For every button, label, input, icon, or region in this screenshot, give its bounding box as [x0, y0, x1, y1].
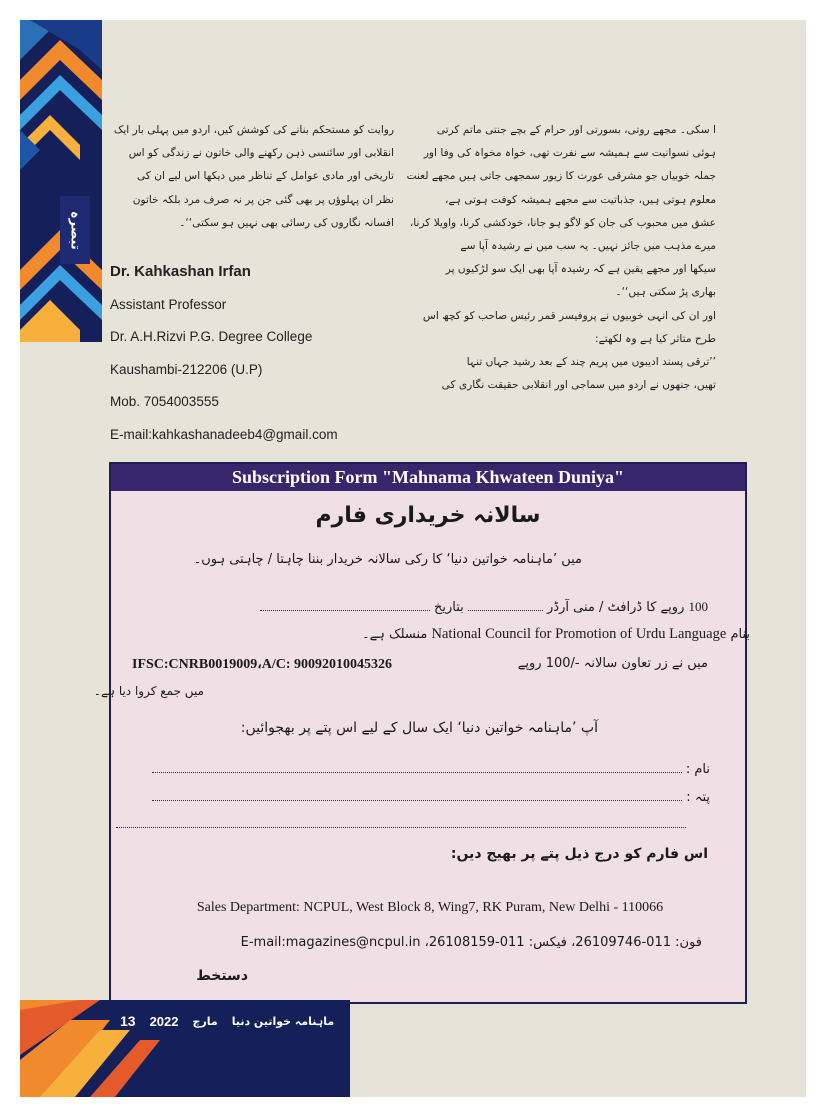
contact-line: فون: 011-26109746، فیکس: 011-26108159، E-mail:magazines@ncpul.in [240, 935, 702, 950]
article-line: تھیں، جنھوں نے اردو میں سماجی اور انقلابی حقیقت نگاری کی [441, 379, 716, 392]
author-college: Dr. A.H.Rizvi P.G. Degree College [110, 329, 313, 344]
address-label: پتہ [694, 790, 710, 805]
article-line: انقلابی اور سائنسی ذہن رکھنے والی خاتون نے زندگی کو اس [128, 147, 394, 160]
draft-text: روپے کا ڈرافٹ / منی آرڈر [547, 600, 685, 615]
form-draft-row [260, 598, 708, 615]
footer-magazine: ماہنامہ خواتین دنیا [231, 1014, 335, 1028]
article-line: معلوم ہوتی ہیں، جذباتیت سے مجھے ہمیشہ کوفت ہوتی ہے، [445, 193, 716, 206]
name-field[interactable] [152, 760, 682, 773]
address-row-2 [116, 815, 686, 832]
article-line: نظر ان پہلوؤں پر بھی گئی جن پر نہ صرف مرد بلکہ خاتون [132, 193, 394, 206]
footer-month: مارچ [192, 1014, 218, 1028]
article-line: ا سکی۔ مجھے روتی، بسورتی اور حرام کے بچے جنتی ماتم کرتی [436, 124, 716, 136]
form-intro: میں ’ماہنامہ خواتین دنیا‘ کا رکی سالانہ خریدار بننا چاہتا / چاہتی ہوں۔ [193, 552, 582, 567]
draft-number-field[interactable] [468, 598, 543, 611]
date-field[interactable] [260, 598, 430, 611]
author-email[interactable]: E-mail:kahkashanadeeb4@gmail.com [110, 426, 338, 442]
article-line: روایت کو مستحکم بنانے کی کوشش کیں، اردو میں پہلی بار ایک [113, 124, 394, 136]
address-field[interactable] [152, 788, 682, 801]
footer-year: 2022 [149, 1013, 179, 1029]
signature-label: دستخط [196, 968, 248, 984]
article-line: افسانہ نگاروں کی رسائی بھی نہیں ہو سکتی‘‘۔ [179, 216, 394, 229]
footer [120, 1010, 334, 1032]
page-number: 13 [120, 1013, 136, 1029]
decorative-geometric-art [20, 20, 102, 342]
author-address: Kaushambi-212206 (U.P) [110, 361, 263, 377]
article-line: جملہ خوبیاں جو مشرقی عورت کا زیور سمجھی جاتی ہیں مجھے لعنت [406, 170, 716, 183]
deposit-text: میں جمع کروا دیا ہے۔ [93, 684, 204, 698]
article-line: عشق میں محبوب کی جان کو لاگو ہو جانا، خودکشی کرنا، واویلا کرنا، [409, 216, 716, 229]
address-row: پتہ : [152, 788, 710, 805]
article-line: ’’ترقی پسند ادیبوں میں پریم چند کے بعد رشید جہاں تنہا [466, 355, 716, 368]
name-row: نام : [152, 760, 710, 777]
section-label: تبصرہ [60, 196, 90, 264]
name-label: نام [694, 762, 710, 777]
send-to-text: اس فارم کو درج ذیل پتے پر بھیج دیں: [450, 846, 708, 862]
payee-prefix: بنام [730, 627, 750, 642]
article-right-column [406, 119, 716, 397]
article-line: میرے مذہب میں جائز نہیں۔ یہ سب میں نے رشیدہ آپا سے [460, 239, 716, 252]
author-designation: Assistant Professor [110, 296, 227, 312]
article-line: طرح متاثر کیا ہے وہ لکھتے: [595, 332, 716, 345]
article-line: ہوئی نسوانیت سے ہمیشہ سے نفرت تھی، خواہ مخواہ کی وفا اور [423, 147, 716, 160]
page [20, 20, 806, 1097]
article-line: سیکھا اور مجھے یقین ہے کہ رشیدہ آپا بھی ایک سو لڑکیوں پر [445, 263, 716, 276]
form-header: Subscription Form "Mahnama Khwateen Duniya" [111, 464, 745, 491]
author-block [110, 256, 338, 451]
account-details: IFSC:CNRB0019009،A/C: 90092010045326 [132, 657, 393, 672]
form-urdu-title: سالانہ خریداری فارم [315, 503, 541, 528]
draft-amount: 100 [688, 599, 708, 614]
date-label: بتاریخ [433, 600, 464, 615]
article-line: تاریخی اور مادی عوامل کے تناظر میں دیکھا اس لیے ان کی [136, 170, 394, 183]
article-line: اور ان کی انہی خوبیوں نے پروفیسر قمر رئیس صاحب کو کچھ اس [422, 309, 716, 322]
article-line: بھاری پڑ سکتی ہیں‘‘۔ [615, 286, 716, 299]
send-text: آپ ’ماہنامہ خواتین دنیا‘ ایک سال کے لیے اس پتے پر بھجوائیں: [240, 720, 598, 736]
payee-suffix: منسلک ہے۔ [361, 627, 428, 642]
payee-org: National Council for Promotion of Urdu Language [431, 626, 727, 642]
form-payee-row [362, 626, 750, 643]
address-field-2[interactable] [116, 815, 686, 828]
author-name: Dr. Kahkashan Irfan [110, 263, 251, 280]
fee-text: میں نے زر تعاون سالانہ -/100 روپے [517, 656, 708, 671]
author-mobile: Mob. 7054003555 [110, 394, 219, 409]
sales-address: Sales Department: NCPUL, West Block 8, Wing7, RK Puram, New Delhi - 110066 [196, 900, 664, 915]
article-left-column [113, 119, 394, 235]
